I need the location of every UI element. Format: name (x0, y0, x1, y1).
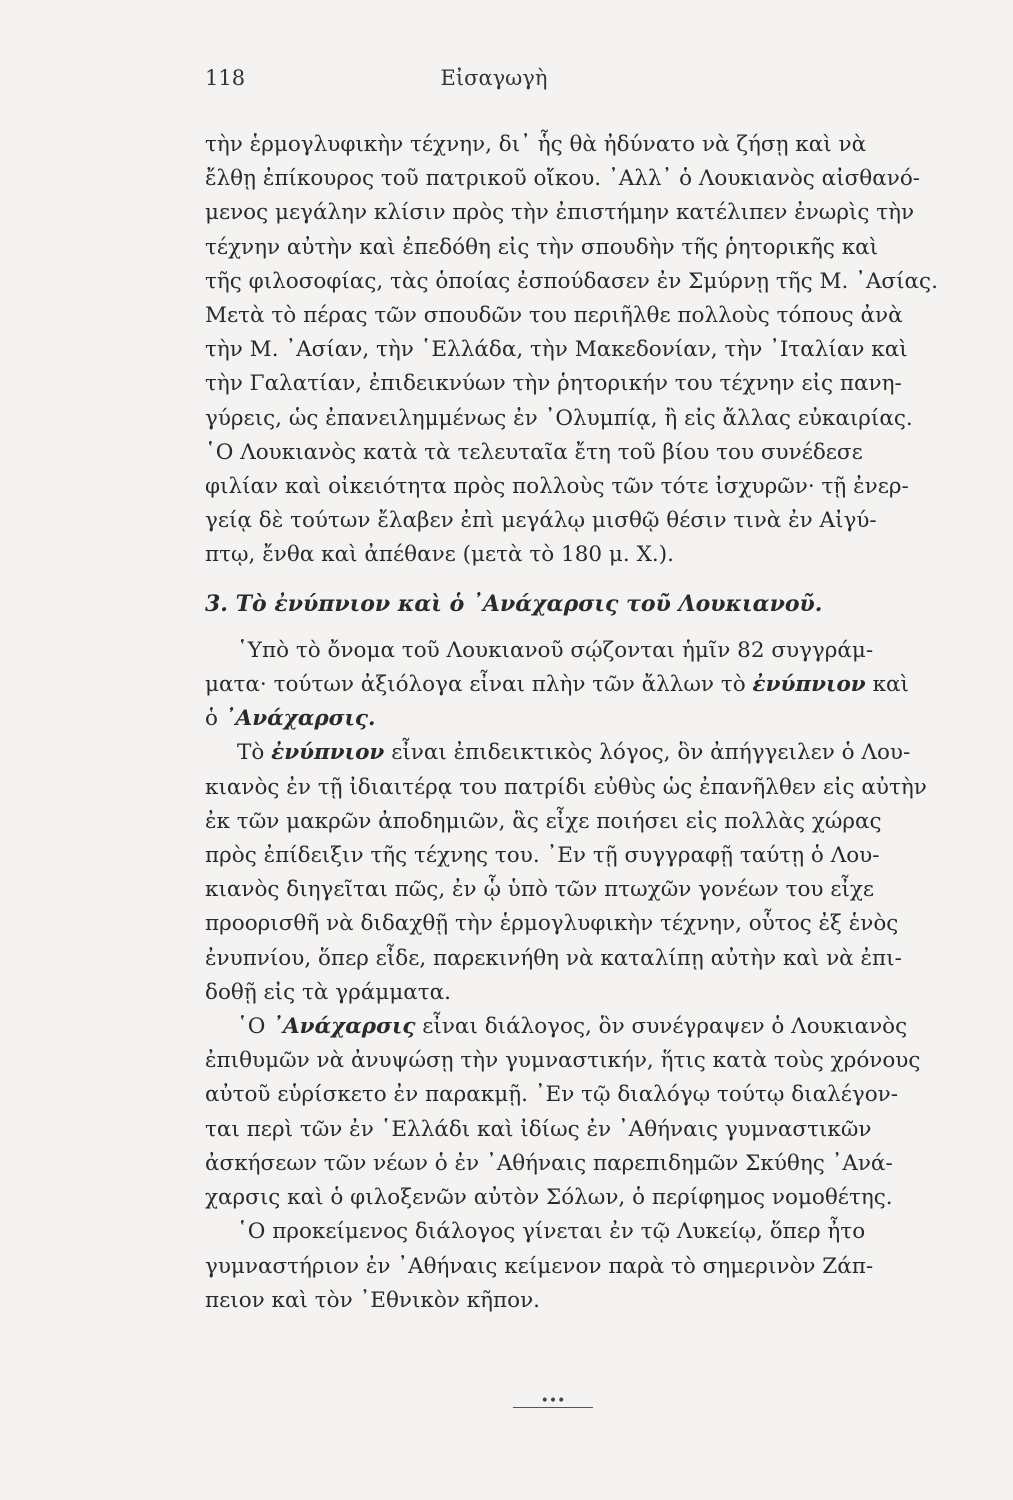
paragraph-biography (205, 128, 938, 573)
text-line: ται περὶ τῶν ἐν ῾Ελλάδι καὶ ἰδίως ἐν ᾿Αθήναις γυμναστικῶν (205, 1116, 872, 1142)
text-line: ῾Ο προκείμενος διάλογος γίνεται ἐν τῷ Λυκείῳ, ὅπερ ἦτο (237, 1219, 866, 1245)
text-line: τέχνην αὐτὴν καὶ ἐπεδόθη εἰς τὴν σπουδὴν τῆς ῥητορικῆς καὶ (205, 234, 879, 260)
text-line (205, 702, 783, 736)
text-line: τὴν Μ. ᾿Ασίαν, τὴν ῾Ελλάδα, τὴν Μακεδονίαν, τὴν ᾿Ιταλίαν καὶ (205, 337, 908, 363)
paragraph-anacharsis (205, 1010, 921, 1215)
text-line: Μετὰ τὸ πέρας τῶν σπουδῶν του περιῆλθε πολλοὺς τόπους ἀνὰ (205, 303, 903, 329)
text-line: γυμναστήριον ἐν ᾿Αθήναις κείμενον παρὰ τὸ σημερινὸν Ζάπ- (205, 1253, 874, 1279)
text-line: κιανὸς ἐν τῇ ἰδιαιτέρᾳ του πατρίδι εὐθὺς ὡς ἐπανῆλθεν εἰς αὐτὴν (205, 774, 927, 800)
text-line: μενος μεγάλην κλίσιν πρὸς τὴν ἐπιστήμην κατέλιπεν ἐνωρὶς τὴν (205, 200, 915, 226)
text-line (205, 736, 911, 770)
paragraph-enypnion (205, 736, 927, 1010)
end-ornament (513, 1393, 593, 1414)
paragraph-works (205, 634, 909, 737)
emphasis-title: ᾿Ανάχαρσις. (224, 706, 376, 732)
text-line (205, 1010, 908, 1044)
text-line: πειον καὶ τὸν ᾿Εθνικὸν κῆπον. (205, 1287, 540, 1313)
text-line: πτῳ, ἔνθα καὶ ἀπέθανε (μετὰ τὸ 180 μ. Χ.). (205, 542, 674, 568)
emphasis-title: ἐνύπνιον (271, 740, 385, 766)
text-segment: ὁ (205, 706, 225, 732)
text-line: ῾Υπὸ τὸ ὄνομα τοῦ Λουκιανοῦ σῴζονται ἡμῖν 82 συγγράμ- (237, 637, 874, 663)
section-heading: 3. Τὸ ἐνύπνιον καὶ ὁ ᾿Ανάχαρσις τοῦ Λουκιανοῦ. (205, 590, 823, 617)
text-segment: ματα· τούτων ἀξιόλογα εἶναι πλὴν τῶν ἄλλων τὸ (205, 672, 753, 698)
running-title: Εἰσαγωγὴ (440, 66, 548, 90)
text-segment: εἶναι ἐπιδεικτικὸς λόγος, ὃν ἀπήγγειλεν ὁ Λου- (384, 740, 911, 766)
text-line: ἐπιθυμῶν νὰ ἀνυψώσῃ τὴν γυμναστικήν, ἥτις κατὰ τοὺς χρόνους (205, 1048, 921, 1074)
text-line: τὴν ἑρμογλυφικὴν τέχνην, δι᾿ ἧς θὰ ἠδύνατο νὰ ζήσῃ καὶ νὰ (205, 132, 867, 157)
text-line: φιλίαν καὶ οἰκειότητα πρὸς πολλοὺς τῶν τότε ἰσχυρῶν· τῇ ἐνερ- (205, 474, 909, 500)
text-segment: εἶναι διάλογος, ὃν συνέγραψεν ὁ Λουκιανὸς (415, 1014, 908, 1040)
text-line: γείᾳ δὲ τούτων ἔλαβεν ἐπὶ μεγάλῳ μισθῷ θέσιν τινὰ ἐν Αἰγύ- (205, 508, 877, 534)
text-line: ἐνυπνίου, ὅπερ εἶδε, παρεκινήθη νὰ καταλίπῃ αὐτὴν καὶ νὰ ἐπι- (205, 945, 902, 971)
text-segment: ῾Ο (237, 1014, 273, 1040)
emphasis-title: ᾿Ανάχαρσις (272, 1014, 416, 1040)
paragraph-lyceum (205, 1215, 874, 1318)
text-line: χαρσις καὶ ὁ φιλοξενῶν αὐτὸν Σόλων, ὁ περίφημος νομοθέτης. (205, 1185, 893, 1211)
text-line: ἔλθῃ ἐπίκουρος τοῦ πατρικοῦ οἴκου. ᾿Αλλ᾿ ὁ Λουκιανὸς αἰσθανό- (205, 166, 921, 192)
text-line: ἐκ τῶν μακρῶν ἀποδημιῶν, ἃς εἶχε ποιήσει εἰς πολλὰς χώρας (205, 808, 882, 834)
emphasis-title: ἐνύπνιον (752, 672, 866, 698)
text-line: γύρεις, ὡς ἐπανειλημμένως ἐν ᾿Ολυμπίᾳ, ἢ εἰς ἄλλας εὐκαιρίας. (205, 405, 913, 431)
text-line: κιανὸς διηγεῖται πῶς, ἐν ᾧ ὑπὸ τῶν πτωχῶν γονέων του εἶχε (205, 877, 875, 903)
text-segment: καὶ (865, 672, 909, 698)
text-line: δοθῇ εἰς τὰ γράμματα. (205, 979, 451, 1005)
ornament-dots: ••• (540, 1393, 566, 1409)
text-segment: Τὸ (237, 740, 272, 766)
page-number: 118 (205, 66, 246, 90)
text-line: τὴν Γαλατίαν, ἐπιδεικνύων τὴν ῥητορικήν του τέχνην εἰς πανη- (205, 371, 902, 397)
page-header (205, 66, 783, 102)
text-line: ἀσκήσεων τῶν νέων ὁ ἐν ᾿Αθήναις παρεπιδημῶν Σκύθης ᾿Ανά- (205, 1150, 893, 1176)
text-line (205, 668, 909, 702)
text-line: πρὸς ἐπίδειξιν τῆς τέχνης του. ᾿Εν τῇ συγγραφῇ ταύτῃ ὁ Λου- (205, 843, 880, 869)
text-line: τῆς φιλοσοφίας, τὰς ὁποίας ἐσπούδασεν ἐν Σμύρνῃ τῆς Μ. ᾿Ασίας. (205, 268, 938, 294)
text-line: προορισθῆ νὰ διδαχθῇ τὴν ἑρμογλυφικὴν τέχνην, οὗτος ἐξ ἑνὸς (205, 911, 899, 937)
text-line: ῾Ο Λουκιανὸς κατὰ τὰ τελευταῖα ἔτη τοῦ βίου του συνέδεσε (205, 439, 863, 465)
page-body (205, 128, 938, 1318)
text-line: αὐτοῦ εὑρίσκετο ἐν παρακμῇ. ᾿Εν τῷ διαλόγῳ τούτῳ διαλέγον- (205, 1082, 898, 1108)
